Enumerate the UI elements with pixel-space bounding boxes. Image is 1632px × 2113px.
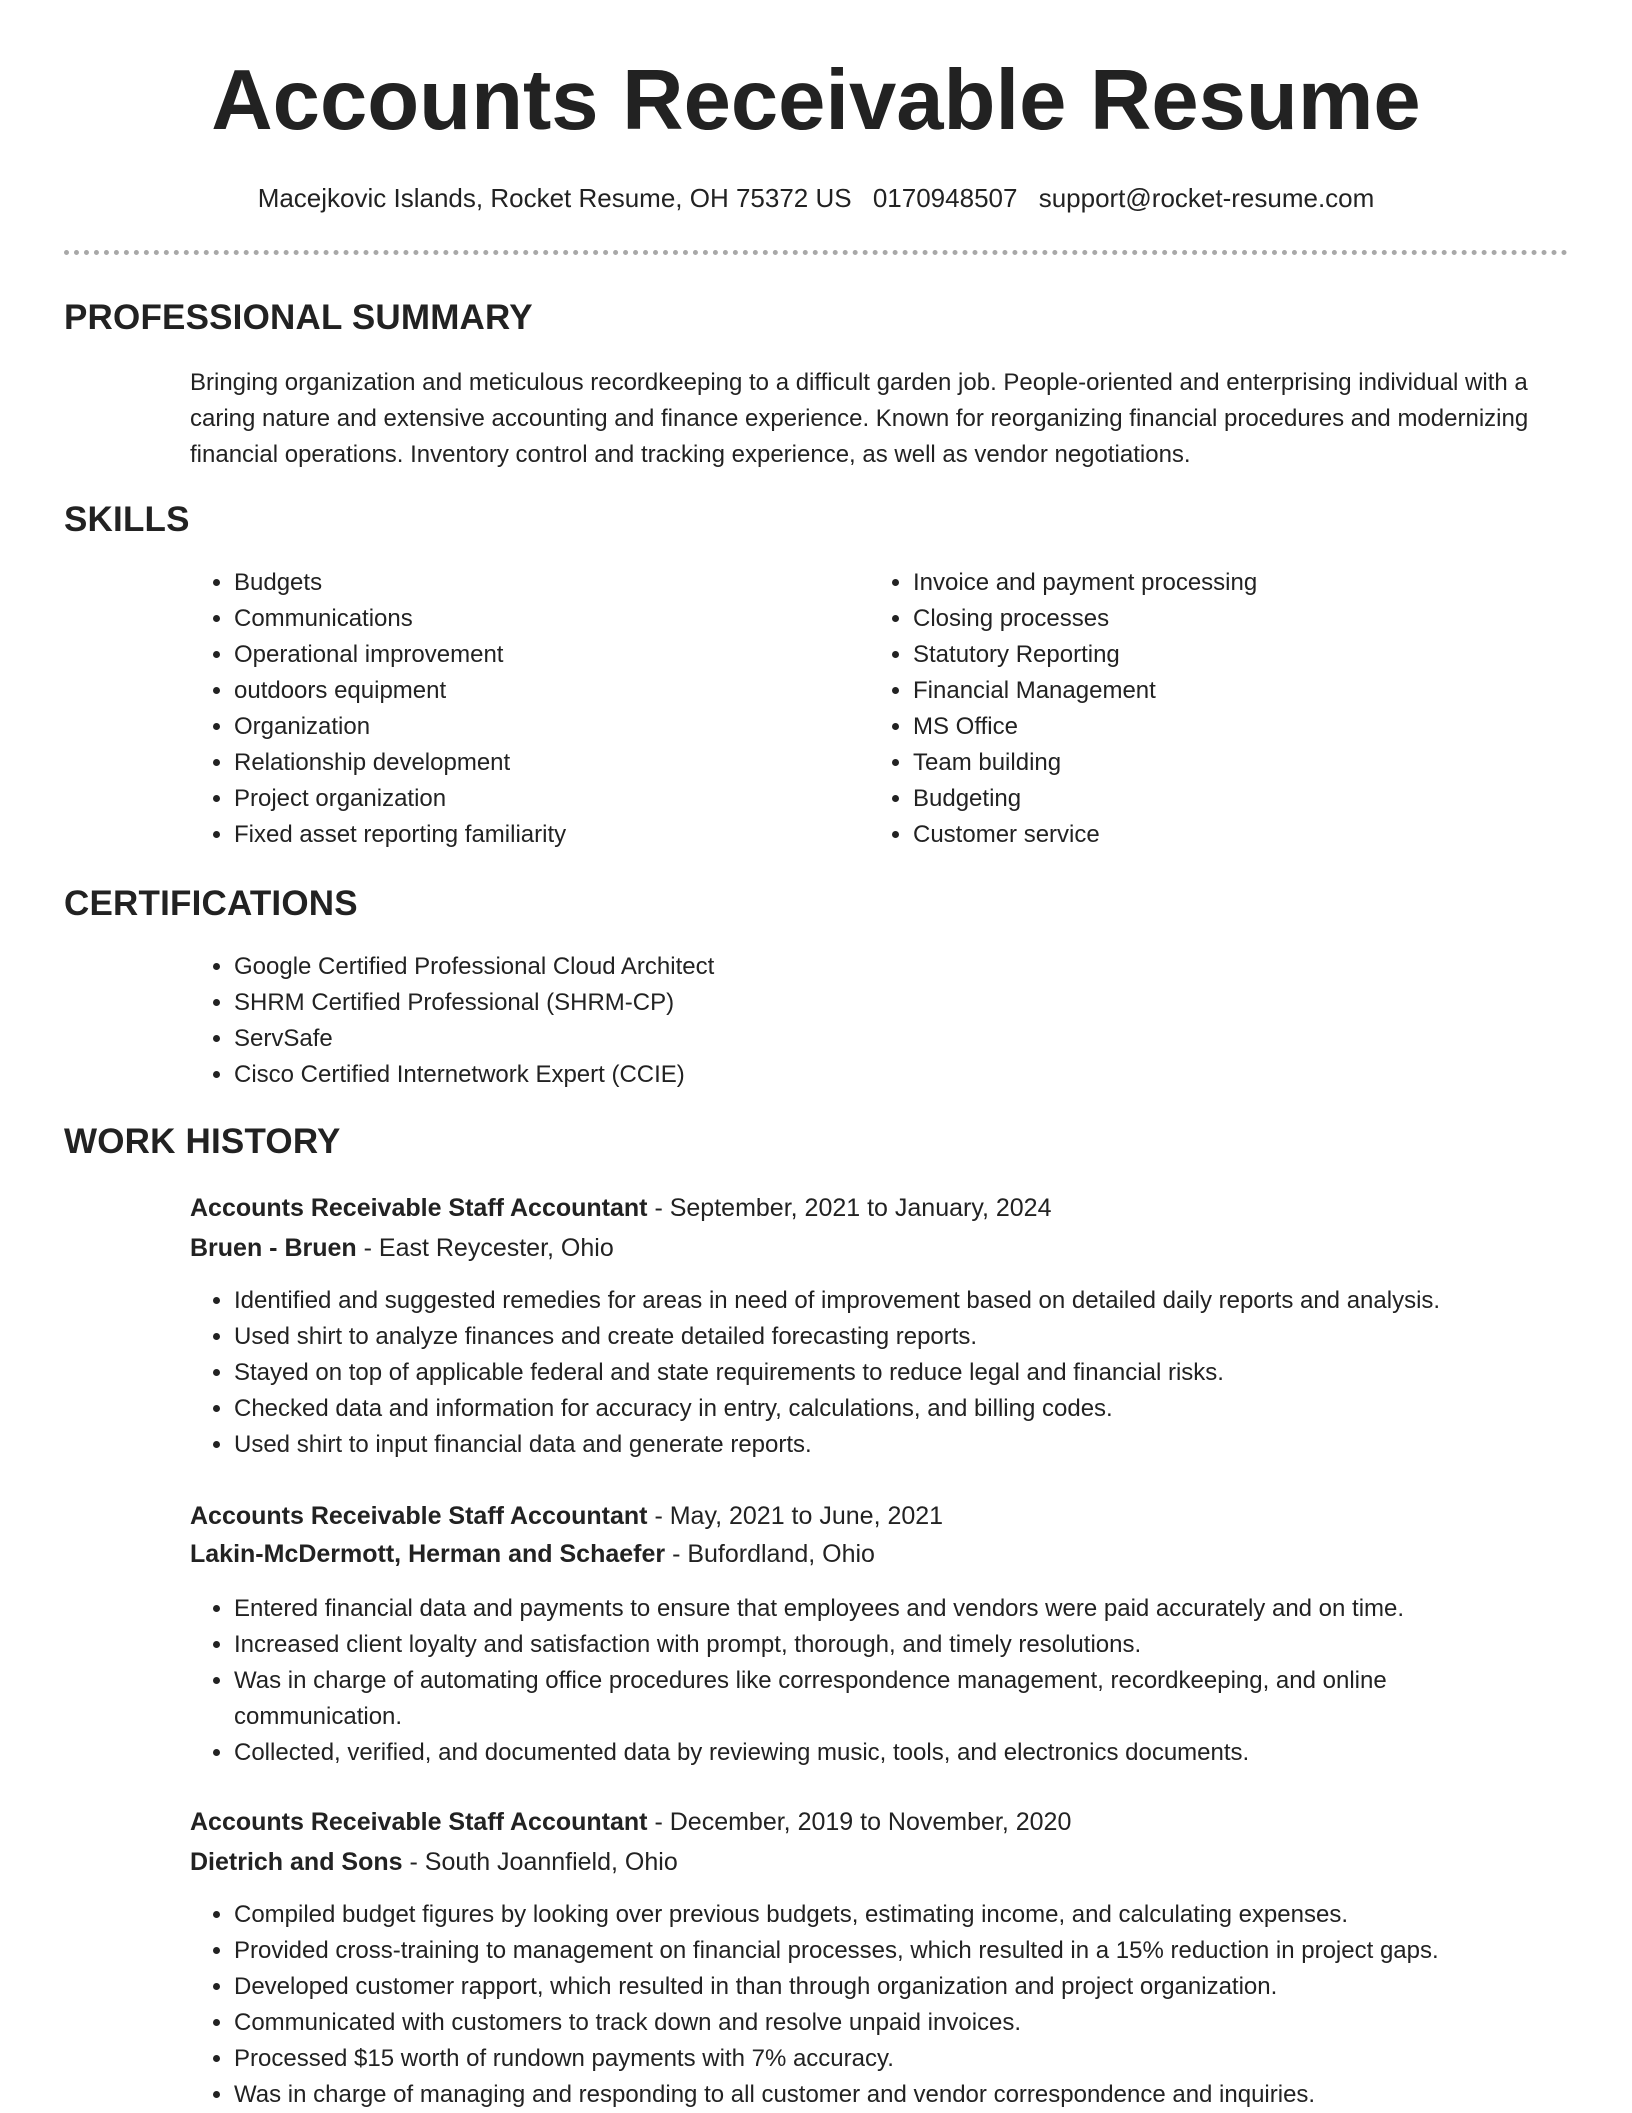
list-item: • Used shirt to analyze finances and create detailed forecasting reports. — [234, 1319, 1584, 1355]
list-item: • outdoors equipment — [234, 673, 794, 709]
header-divider — [64, 250, 1568, 255]
job-company-line — [190, 1230, 614, 1266]
job-company-line — [190, 1536, 875, 1572]
list-item: • Google Certified Professional Cloud Architect — [234, 949, 1534, 985]
list-item: • Checked data and information for accuracy in entry, calculations, and billing codes. — [234, 1391, 1584, 1427]
list-item: • Used shirt to input financial data and generate reports. — [234, 1427, 1584, 1463]
contact-email[interactable]: support@rocket-resume.com — [1038, 183, 1375, 213]
list-item: • Was in charge of automating office procedures like correspondence management, recordkeeping, and online communication. — [234, 1663, 1534, 1735]
list-item: • Operational improvement — [234, 637, 794, 673]
job-location: - Bufordland, Ohio — [665, 1540, 875, 1568]
job-location: - East Reycester, Ohio — [356, 1234, 614, 1262]
list-item: • Processed $15 worth of rundown payments with 7% accuracy. — [234, 2041, 1604, 2077]
list-item: • Project organization — [234, 781, 794, 817]
job-title: Accounts Receivable Staff Accountant — [190, 1502, 648, 1530]
job-location: - South Joannfield, Ohio — [402, 1848, 678, 1876]
list-item: • MS Office — [913, 709, 1553, 745]
summary-heading: PROFESSIONAL SUMMARY — [64, 298, 533, 337]
list-item: • Provided cross-training to management on financial processes, which resulted in a 15% reduction in project gaps. — [234, 1933, 1604, 1969]
list-item: • Relationship development — [234, 745, 794, 781]
skills-list-right — [869, 565, 1553, 853]
certifications-list — [190, 949, 1534, 1093]
list-item: • Communicated with customers to track down and resolve unpaid invoices. — [234, 2005, 1604, 2041]
job-company: Bruen - Bruen — [190, 1234, 357, 1262]
list-item: • Was in charge of managing and responding to all customer and vendor correspondence and inquiries. — [234, 2077, 1604, 2113]
list-item: • Fixed asset reporting familiarity — [234, 817, 794, 853]
list-item: • Budgets — [234, 565, 794, 601]
contact-info — [0, 180, 1632, 216]
list-item: • Compiled budget figures by looking over previous budgets, estimating income, and calculating expenses. — [234, 1897, 1604, 1933]
job-title: Accounts Receivable Staff Accountant — [190, 1808, 648, 1836]
list-item: • Cisco Certified Internetwork Expert (CCIE) — [234, 1057, 1534, 1093]
work-history-heading: WORK HISTORY — [64, 1122, 341, 1161]
job-company: Dietrich and Sons — [190, 1848, 403, 1876]
list-item: • Closing processes — [913, 601, 1553, 637]
list-item: • Financial Management — [913, 673, 1553, 709]
job-bullets — [190, 1283, 1584, 1463]
contact-address: Macejkovic Islands, Rocket Resume, OH 75372 US — [257, 183, 852, 213]
list-item: • Statutory Reporting — [913, 637, 1553, 673]
contact-phone: 0170948507 — [872, 183, 1018, 213]
job-title: Accounts Receivable Staff Accountant — [190, 1194, 648, 1222]
list-item: • Communications — [234, 601, 794, 637]
job-company-line — [190, 1844, 678, 1880]
list-item: • Stayed on top of applicable federal and state requirements to reduce legal and financial risks. — [234, 1355, 1584, 1391]
job-title-line — [190, 1804, 1071, 1840]
skills-heading: SKILLS — [64, 500, 190, 539]
list-item: • Invoice and payment processing — [913, 565, 1553, 601]
job-bullets — [190, 1897, 1604, 2113]
list-item: • Budgeting — [913, 781, 1553, 817]
list-item: • Team building — [913, 745, 1553, 781]
list-item: • Increased client loyalty and satisfaction with prompt, thorough, and timely resolutions. — [234, 1627, 1534, 1663]
job-bullets — [190, 1591, 1534, 1771]
list-item: • Developed customer rapport, which resulted in than through organization and project organization. — [234, 1969, 1604, 2005]
certifications-heading: CERTIFICATIONS — [64, 884, 358, 923]
job-dates: - May, 2021 to June, 2021 — [647, 1502, 944, 1530]
skills-list-left — [190, 565, 794, 853]
job-company: Lakin-McDermott, Herman and Schaefer — [190, 1540, 666, 1568]
summary-text: Bringing organization and meticulous recordkeeping to a difficult garden job. People-oriented and enterprising individual with a caring nature and extensive accounting and finance experience. Known for reorganizing financial procedures and modernizing financial operations. Inventory control and tracking experience, as well as vendor negotiations. — [190, 369, 1529, 468]
resume-title: Accounts Receivable Resume — [211, 53, 1421, 148]
list-item: • Collected, verified, and documented data by reviewing music, tools, and electronics documents. — [234, 1735, 1534, 1771]
list-item: • Organization — [234, 709, 794, 745]
list-item: • SHRM Certified Professional (SHRM-CP) — [234, 985, 1534, 1021]
job-title-line — [190, 1190, 1051, 1226]
job-dates: - December, 2019 to November, 2020 — [647, 1808, 1072, 1836]
list-item: • ServSafe — [234, 1021, 1534, 1057]
job-title-line — [190, 1498, 943, 1534]
list-item: • Customer service — [913, 817, 1553, 853]
list-item: • Entered financial data and payments to ensure that employees and vendors were paid accurately and on time. — [234, 1591, 1534, 1627]
job-dates: - September, 2021 to January, 2024 — [647, 1194, 1052, 1222]
list-item: • Identified and suggested remedies for areas in need of improvement based on detailed daily reports and analysis. — [234, 1283, 1584, 1319]
